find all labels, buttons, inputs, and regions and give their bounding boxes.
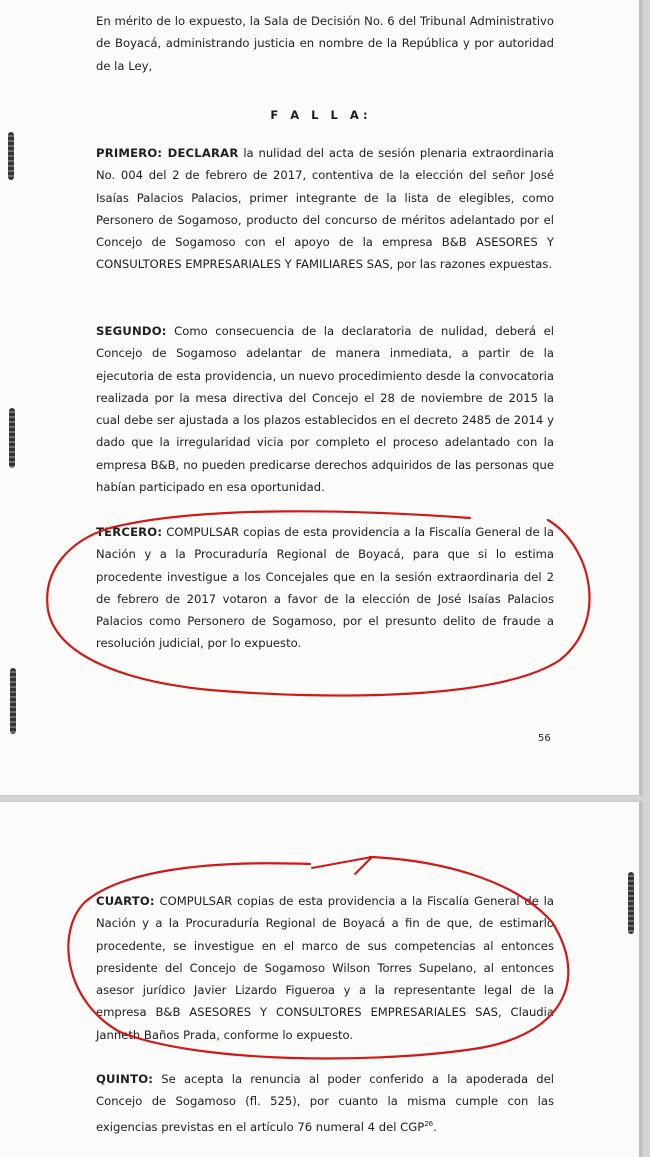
binder-hole-mark (628, 872, 634, 934)
binder-hole-mark (10, 668, 16, 734)
intro-paragraph: En mérito de lo expuesto, la Sala de Decisión No. 6 del Tribunal Administrativo de Boyacá, administrando justicia en nombre de la República y por autoridad de la Ley, (96, 14, 554, 73)
binder-hole-mark (8, 132, 14, 180)
tercero-text: COMPULSAR copias de esta providencia a la Fiscalía General de la Nación y a la Procuraduría Regional de Boyacá, para que si lo estima procedente investigue a los Concejales que en la sesión extraordinaria del 2 de febrero de 2017 votaron a favor de la elección de José Isaías Palacios Palacios como Personero de Sogamoso, por el presunto delito de fraude a resolución judicial, por lo expuesto. (96, 525, 554, 651)
primero-label: PRIMERO: DECLARAR (96, 146, 239, 160)
primero-paragraph (96, 142, 554, 276)
segundo-text: Como consecuencia de la declaratoria de nulidad, deberá el Concejo de Sogamoso adelantar de manera inmediata, a partir de la ejecutoria de esta providencia, un nuevo procedimiento desde la convocatoria realizada por la mesa directiva del Concejo el 28 de noviembre de 2015 la cual debe ser ajustada a los plazos establecidos en el decreto 2485 de 2014 y dado que la irregularidad vicia por completo el proceso adelantado con la empresa B&B, no pueden predicarse derechos adquiridos de las personas que habían participado en esa oportunidad. (96, 324, 554, 495)
quinto-label: QUINTO: (96, 1072, 154, 1086)
page-number: 56 (538, 733, 551, 744)
cuarto-paragraph (96, 890, 554, 1046)
segundo-paragraph (96, 320, 554, 498)
tercero-label: TERCERO: (96, 525, 163, 539)
falla-heading: F A L L A: (270, 108, 372, 122)
binder-hole-mark (9, 408, 15, 468)
document-page-57 (0, 802, 642, 1157)
cuarto-text: COMPULSAR copias de esta providencia a la Fiscalía General de la Nación y a la Procuraduría Regional de Boyacá a fin de que, de estimarlo procedente, se investigue en el marco de sus competencias al entonces presidente del Concejo de Sogamoso Wilson Torres Supelano, al entonces asesor jurídico Javier Lizardo Figueroa y a la representante legal de la empresa B&B ASESORES Y CONSULTORES EMPRESARIALES SAS, Claudia Janneth Baños Prada, conforme lo expuesto. (96, 894, 554, 1042)
quinto-end: . (433, 1119, 437, 1134)
quinto-paragraph (96, 1068, 554, 1138)
quinto-text: Se acepta la renuncia al poder conferido a la apoderada del Concejo de Sogamoso (fl. 525), por cuanto la misma cumple con las exigencias previstas en el artículo 76 numeral 4 del CGP (96, 1072, 554, 1134)
page-edge (639, 0, 642, 795)
tercero-paragraph (96, 521, 554, 655)
page-edge (639, 802, 642, 1157)
primero-text: la nulidad del acta de sesión plenaria extraordinaria No. 004 del 2 de febrero de 2017, contentiva de la elección del señor José Isaías Palacios Palacios, primer integrante de la lista de elegibles, como Personero de Sogamoso, producto del concurso de méritos adelantado por el Concejo de Sogamoso con el apoyo de la empresa B&B ASESORES Y CONSULTORES EMPRESARIALES Y FAMILIARES SAS, por las razones expuestas. (96, 146, 555, 272)
cuarto-label: CUARTO: (96, 894, 155, 908)
footnote-ref: 26 (424, 1119, 434, 1128)
segundo-label: SEGUNDO: (96, 324, 167, 338)
